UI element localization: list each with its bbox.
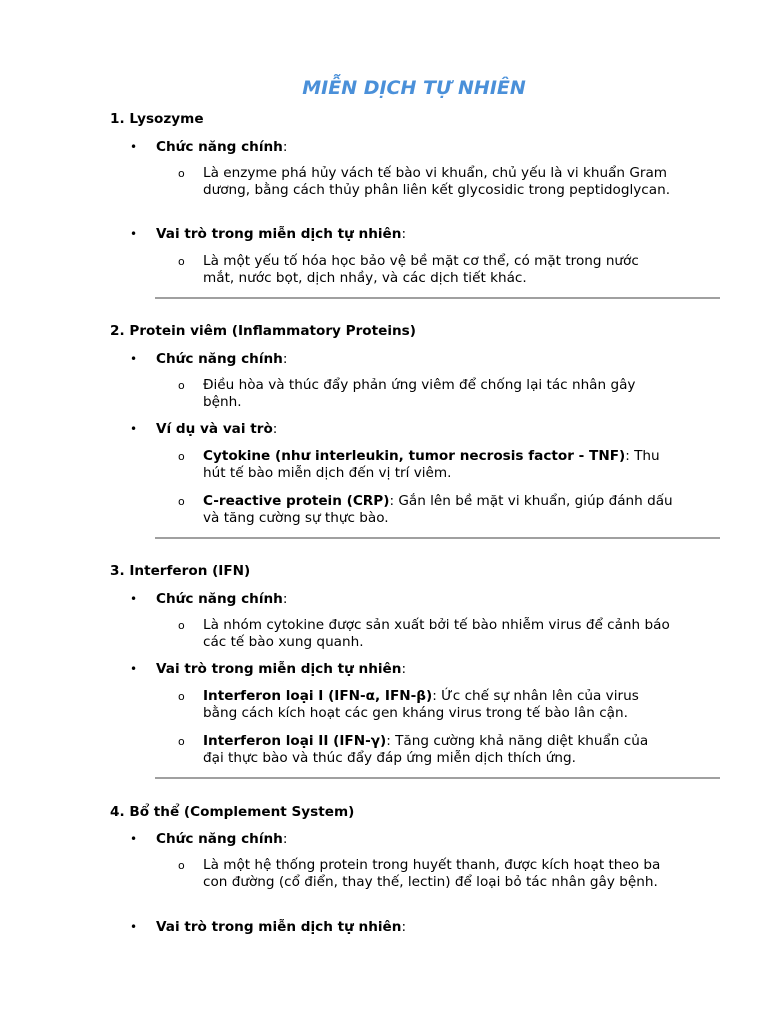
item-text: : Tăng cường khả năng diệt khuẩn của đại thực bào và thúc đẩy đáp ứng miễn dịch thích ứng.: [203, 733, 649, 766]
role-label: Vai trò trong miễn dịch tự nhiên: [156, 919, 402, 935]
circle-bullet-icon: o: [178, 735, 185, 748]
document-page: MIỄN DỊCH TỰ NHIÊN 1. Lysozyme • Chức năng chính: o Là enzyme phá hủy vách tế bào vi khuẩn, chủ yếu là vi khuẩn Gram dương, bằng cách thủy phân liên kết glycosidic trong peptidoglycan. • Vai trò trong miễn dịch tự nhiên: o Là một yếu tố hóa học bảo vệ bề mặt cơ thể, có mặt trong nước mắt, nước bọt, dịch nhầy, và các dịch tiết khác. 2. Protein viêm (Inflammatory Proteins) • Chức năng chính: o Điều hòa và thúc đẩy phản ứng viêm để chống lại tác nhân gây bệnh. • Ví dụ và vai trò: o Cytokine (như interleukin, tumor necrosis factor - TNF): Thu hút tế bào miễn dịch đến vị trí viêm. o C-reactive protein (CRP): Gắn lên bề mặt vi khuẩn, giúp đánh dấu và tăng cường sự thực bào. 3. Interferon (IFN) • Chức năng chính: o Là nhóm cytokine được sản xuất bởi tế bào nhiễm virus để cảnh báo các tế bào xung quanh. • Vai trò trong miễn dịch tự nhiên: o Interferon loại I (IFN-α, IFN-β): Ức chế sự nhân lên của virus bằng cách kích hoạt các gen kháng virus trong tế bào lân cận. o Interferon loại II (IFN-γ): Tăng cường khả năng diệt khuẩn của đại thực bào và thúc đẩy đáp ứng miễn dịch thích ứng. 4. Bổ thể (Complement System) • Chức năng chính: o Là một hệ thống protein trong huyết thanh, được kích hoạt theo ba con đường (cổ điển, thay thế, lectin) để loại bỏ tác nhân gây bệnh. • Vai trò trong miễn dịch tự nhiên:: [0, 0, 768, 1024]
item-text: Là một hệ thống protein trong huyết thanh, được kích hoạt theo ba con đường (cổ điển, thay thế, lectin) để loại bỏ tác nhân gây bệnh.: [203, 857, 661, 890]
item-text: : Ức chế sự nhân lên của virus bằng cách kích hoạt các gen kháng virus trong tế bào lân cận.: [203, 688, 639, 721]
item-text: Là enzyme phá hủy vách tế bào vi khuẩn, chủ yếu là vi khuẩn Gram dương, bằng cách thủy phân liên kết glycosidic trong peptidoglycan.: [203, 165, 671, 198]
section-divider: [155, 297, 720, 299]
function-label: Chức năng chính: [156, 831, 283, 847]
bullet-icon: •: [130, 140, 138, 154]
item-text: Điều hòa và thúc đẩy phản ứng viêm để chống lại tác nhân gây bệnh.: [203, 377, 636, 410]
bullet-icon: •: [130, 422, 138, 436]
item-text: Là một yếu tố hóa học bảo vệ bề mặt cơ thể, có mặt trong nước mắt, nước bọt, dịch nhầy, và các dịch tiết khác.: [203, 253, 639, 286]
document-title: MIỄN DỊCH TỰ NHIÊN: [302, 77, 526, 99]
item-term: C-reactive protein (CRP): [203, 493, 390, 509]
function-label: Chức năng chính: [156, 139, 283, 155]
circle-bullet-icon: o: [178, 255, 185, 268]
circle-bullet-icon: o: [178, 619, 185, 632]
bullet-icon: •: [130, 832, 138, 846]
section-heading: 4. Bổ thể (Complement System): [110, 804, 355, 820]
bullet-icon: •: [130, 352, 138, 366]
circle-bullet-icon: o: [178, 450, 185, 463]
bullet-icon: •: [130, 227, 138, 241]
item-text: : Thu hút tế bào miễn dịch đến vị trí viêm.: [203, 448, 660, 481]
item-term: Interferon loại I (IFN-α, IFN-β): [203, 688, 433, 704]
circle-bullet-icon: o: [178, 167, 185, 180]
role-label: Ví dụ và vai trò: [156, 421, 273, 437]
section-heading: 3. Interferon (IFN): [110, 563, 251, 579]
bullet-icon: •: [130, 920, 138, 934]
item-text: Là nhóm cytokine được sản xuất bởi tế bào nhiễm virus để cảnh báo các tế bào xung quanh.: [203, 617, 670, 650]
circle-bullet-icon: o: [178, 495, 185, 508]
section-heading: 2. Protein viêm (Inflammatory Proteins): [110, 323, 416, 339]
circle-bullet-icon: o: [178, 690, 185, 703]
item-term: Interferon loại II (IFN-γ): [203, 733, 387, 749]
section-heading: 1. Lysozyme: [110, 111, 204, 127]
section-divider: [155, 537, 720, 539]
circle-bullet-icon: o: [178, 859, 185, 872]
item-term: Cytokine (như interleukin, tumor necrosis factor - TNF): [203, 448, 626, 464]
bullet-icon: •: [130, 592, 138, 606]
function-label: Chức năng chính: [156, 351, 283, 367]
function-label: Chức năng chính: [156, 591, 283, 607]
role-label: Vai trò trong miễn dịch tự nhiên: [156, 661, 402, 677]
item-text: : Gắn lên bề mặt vi khuẩn, giúp đánh dấu và tăng cường sự thực bào.: [203, 493, 673, 526]
circle-bullet-icon: o: [178, 379, 185, 392]
role-label: Vai trò trong miễn dịch tự nhiên: [156, 226, 402, 242]
bullet-icon: •: [130, 662, 138, 676]
section-divider: [155, 777, 720, 779]
